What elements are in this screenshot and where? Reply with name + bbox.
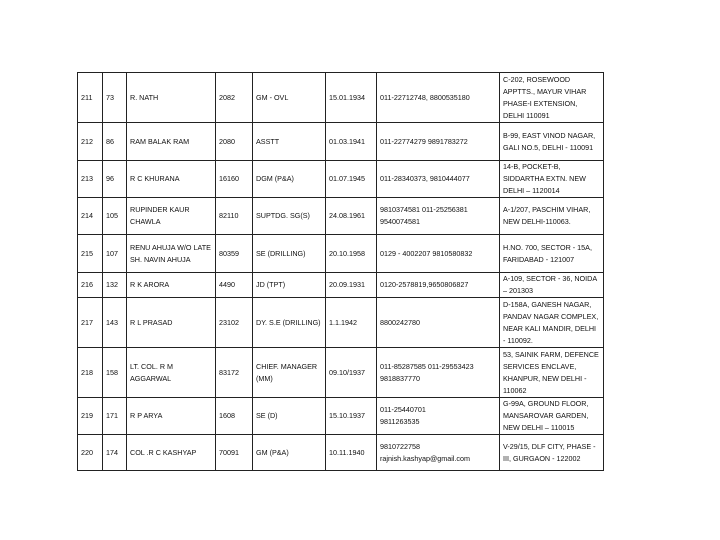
date-of-birth-cell: 20.09.1931 [326, 273, 377, 298]
address-cell: D-158A, GANESH NAGAR, PANDAV NAGAR COMPLEX, NEAR KALI MANDIR, DELHI - 110092. [500, 298, 604, 348]
serial-number-cell: 220 [78, 435, 103, 471]
member-id-cell: 174 [103, 435, 127, 471]
table-row [78, 123, 604, 161]
serial-number-cell: 211 [78, 73, 103, 123]
phone-cell: 011-22712748, 8800535180 [377, 73, 500, 123]
address-cell: 53, SAINIK FARM, DEFENCE SERVICES ENCLAVE, KHANPUR, NEW DELHI - 110062 [500, 348, 604, 398]
address-cell: C-202, ROSEWOOD APPTTS., MAYUR VIHAR PHASE-I EXTENSION, DELHI 110091 [500, 73, 604, 123]
serial-number-cell: 214 [78, 198, 103, 235]
code-cell: 83172 [216, 348, 253, 398]
member-id-cell: 86 [103, 123, 127, 161]
designation-cell: GM (P&A) [253, 435, 326, 471]
table-row [78, 198, 604, 235]
serial-number-cell: 219 [78, 398, 103, 435]
member-id-cell: 96 [103, 161, 127, 198]
code-cell: 2080 [216, 123, 253, 161]
address-cell: A-109, SECTOR - 36, NOIDA – 201303 [500, 273, 604, 298]
phone-cell: 9810374581 011-25256381 9540074581 [377, 198, 500, 235]
table-row [78, 298, 604, 348]
code-cell: 70091 [216, 435, 253, 471]
designation-cell: DY. S.E (DRILLING) [253, 298, 326, 348]
date-of-birth-cell: 1.1.1942 [326, 298, 377, 348]
address-cell: H.NO. 700, SECTOR - 15A, FARIDABAD - 121007 [500, 235, 604, 273]
member-id-cell: 158 [103, 348, 127, 398]
name-cell: R. NATH [127, 73, 216, 123]
name-cell: COL .R C KASHYAP [127, 435, 216, 471]
code-cell: 16160 [216, 161, 253, 198]
phone-cell: 9810722758 rajnish.kashyap@gmail.com [377, 435, 500, 471]
serial-number-cell: 218 [78, 348, 103, 398]
designation-cell: GM - OVL [253, 73, 326, 123]
designation-cell: ASSTT [253, 123, 326, 161]
serial-number-cell: 213 [78, 161, 103, 198]
table-row [78, 73, 604, 123]
name-cell: RAM BALAK RAM [127, 123, 216, 161]
designation-cell: SE (D) [253, 398, 326, 435]
code-cell: 23102 [216, 298, 253, 348]
address-cell: G-99A, GROUND FLOOR, MANSAROVAR GARDEN, NEW DELHI – 110015 [500, 398, 604, 435]
name-cell: RENU AHUJA W/O LATE SH. NAVIN AHUJA [127, 235, 216, 273]
address-cell: B-99, EAST VINOD NAGAR, GALI NO.5, DELHI - 110091 [500, 123, 604, 161]
name-cell: R C KHURANA [127, 161, 216, 198]
code-cell: 1608 [216, 398, 253, 435]
address-cell: V-29/15, DLF CITY, PHASE -III, GURGAON - 122002 [500, 435, 604, 471]
member-id-cell: 73 [103, 73, 127, 123]
name-cell: RUPINDER KAUR CHAWLA [127, 198, 216, 235]
date-of-birth-cell: 20.10.1958 [326, 235, 377, 273]
name-cell: R L PRASAD [127, 298, 216, 348]
date-of-birth-cell: 09.10/1937 [326, 348, 377, 398]
serial-number-cell: 217 [78, 298, 103, 348]
member-id-cell: 171 [103, 398, 127, 435]
designation-cell: CHIEF. MANAGER (MM) [253, 348, 326, 398]
phone-cell: 0129 - 4002207 9810580832 [377, 235, 500, 273]
phone-cell: 011-85287585 011-29553423 9818837770 [377, 348, 500, 398]
table-row [78, 435, 604, 471]
phone-cell: 0120-2578819,9650806827 [377, 273, 500, 298]
designation-cell: JD (TPT) [253, 273, 326, 298]
address-cell: A-1/207, PASCHIM VIHAR, NEW DELHI-110063. [500, 198, 604, 235]
name-cell: R P ARYA [127, 398, 216, 435]
serial-number-cell: 215 [78, 235, 103, 273]
date-of-birth-cell: 01.07.1945 [326, 161, 377, 198]
serial-number-cell: 216 [78, 273, 103, 298]
designation-cell: DGM (P&A) [253, 161, 326, 198]
records-table-body [78, 73, 604, 471]
table-row [78, 348, 604, 398]
phone-cell: 011-25440701 9811263535 [377, 398, 500, 435]
member-id-cell: 132 [103, 273, 127, 298]
table-row [78, 235, 604, 273]
date-of-birth-cell: 01.03.1941 [326, 123, 377, 161]
address-cell: 14-B, POCKET-B, SIDDARTHA EXTN. NEW DELHI – 1120014 [500, 161, 604, 198]
name-cell: LT. COL. R M AGGARWAL [127, 348, 216, 398]
code-cell: 4490 [216, 273, 253, 298]
member-id-cell: 107 [103, 235, 127, 273]
phone-cell: 011-22774279 9891783272 [377, 123, 500, 161]
code-cell: 82110 [216, 198, 253, 235]
member-id-cell: 105 [103, 198, 127, 235]
code-cell: 80359 [216, 235, 253, 273]
phone-cell: 011-28340373, 9810444077 [377, 161, 500, 198]
serial-number-cell: 212 [78, 123, 103, 161]
table-row [78, 161, 604, 198]
code-cell: 2082 [216, 73, 253, 123]
designation-cell: SUPTDG. SG(S) [253, 198, 326, 235]
phone-cell: 8800242780 [377, 298, 500, 348]
table-row [78, 398, 604, 435]
records-table [77, 72, 604, 471]
name-cell: R K ARORA [127, 273, 216, 298]
date-of-birth-cell: 10.11.1940 [326, 435, 377, 471]
table-row [78, 273, 604, 298]
date-of-birth-cell: 15.01.1934 [326, 73, 377, 123]
member-id-cell: 143 [103, 298, 127, 348]
date-of-birth-cell: 15.10.1937 [326, 398, 377, 435]
designation-cell: SE (DRILLING) [253, 235, 326, 273]
date-of-birth-cell: 24.08.1961 [326, 198, 377, 235]
